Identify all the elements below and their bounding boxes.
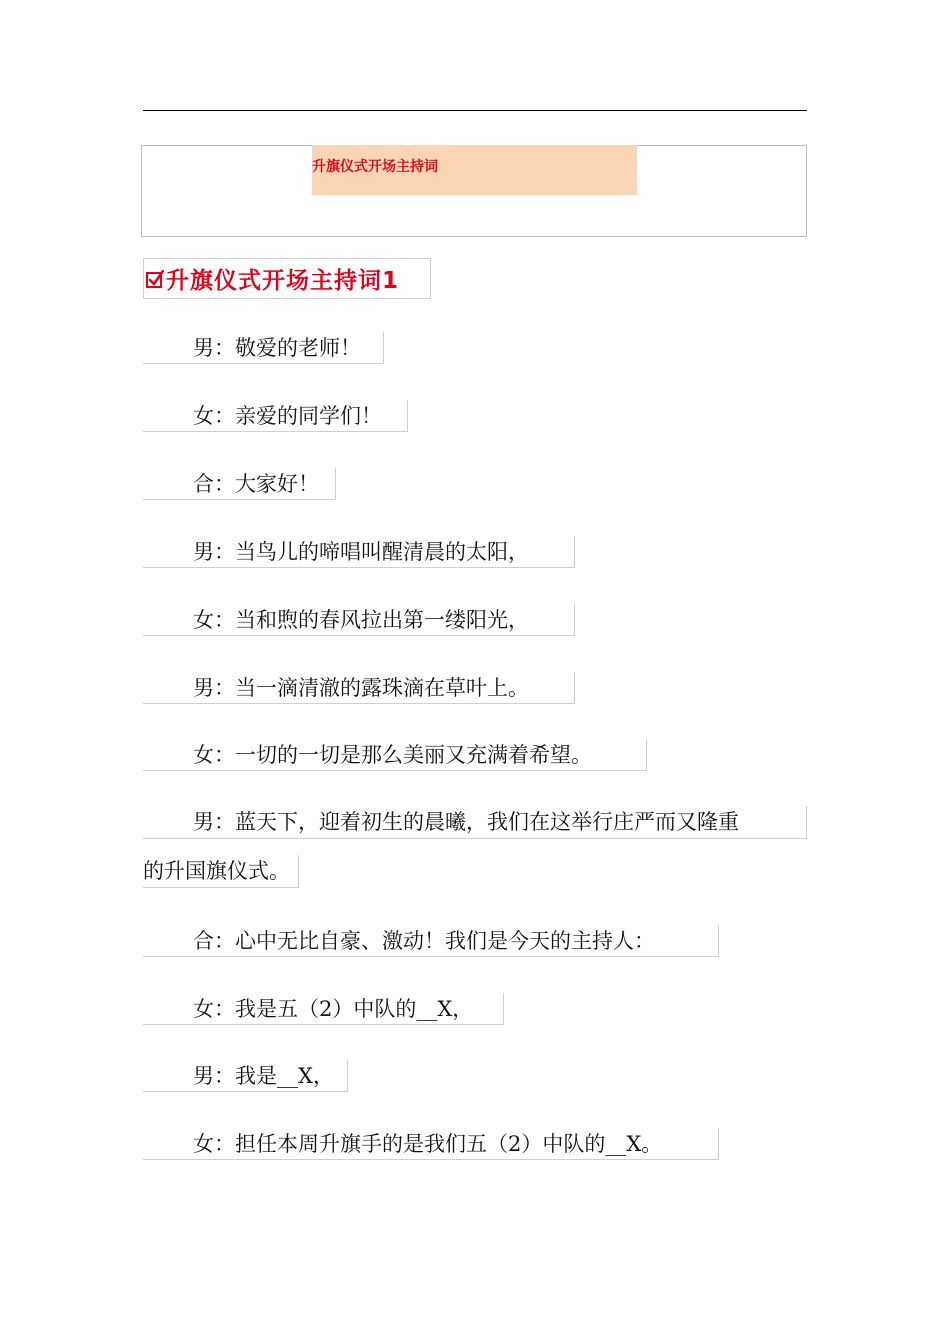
section-heading-text: 升旗仪式开场主持词1 [166,268,400,294]
dialogue-line: 合：心中无比自豪、激动！我们是今天的主持人： [143,925,719,957]
header-rule [143,110,807,111]
header-tag [312,145,637,195]
dialogue-line: 男：当一滴清澈的露珠滴在草叶上。 [143,672,575,704]
dialogue-line: 女：当和煦的春风拉出第一缕阳光， [143,604,575,636]
dialogue-line: 男：蓝天下，迎着初生的晨曦，我们在这举行庄严而又隆重 [143,806,807,839]
header-tag-title: 升旗仪式开场主持词 [312,159,438,175]
dialogue-line: 男：当鸟儿的啼唱叫醒清晨的太阳， [143,536,575,568]
dialogue-line: 女：一切的一切是那么美丽又充满着希望。 [143,739,647,771]
dialogue-line: 男：敬爱的老师！ [143,332,384,364]
dialogue-line: 男：我是__X， [143,1060,348,1092]
dialogue-line: 女：担任本周升旗手的是我们五（2）中队的__X。 [143,1128,719,1160]
dialogue-line-continuation: 的升国旗仪式。 [143,855,299,888]
checkbox-checked-icon [146,270,164,288]
dialogue-paragraph [143,806,807,896]
dialogue-line: 女：我是五（2）中队的__X， [143,993,504,1025]
dialogue-line: 女：亲爱的同学们！ [143,400,408,432]
section-heading [143,258,431,299]
dialogue-line: 合：大家好！ [143,468,336,500]
